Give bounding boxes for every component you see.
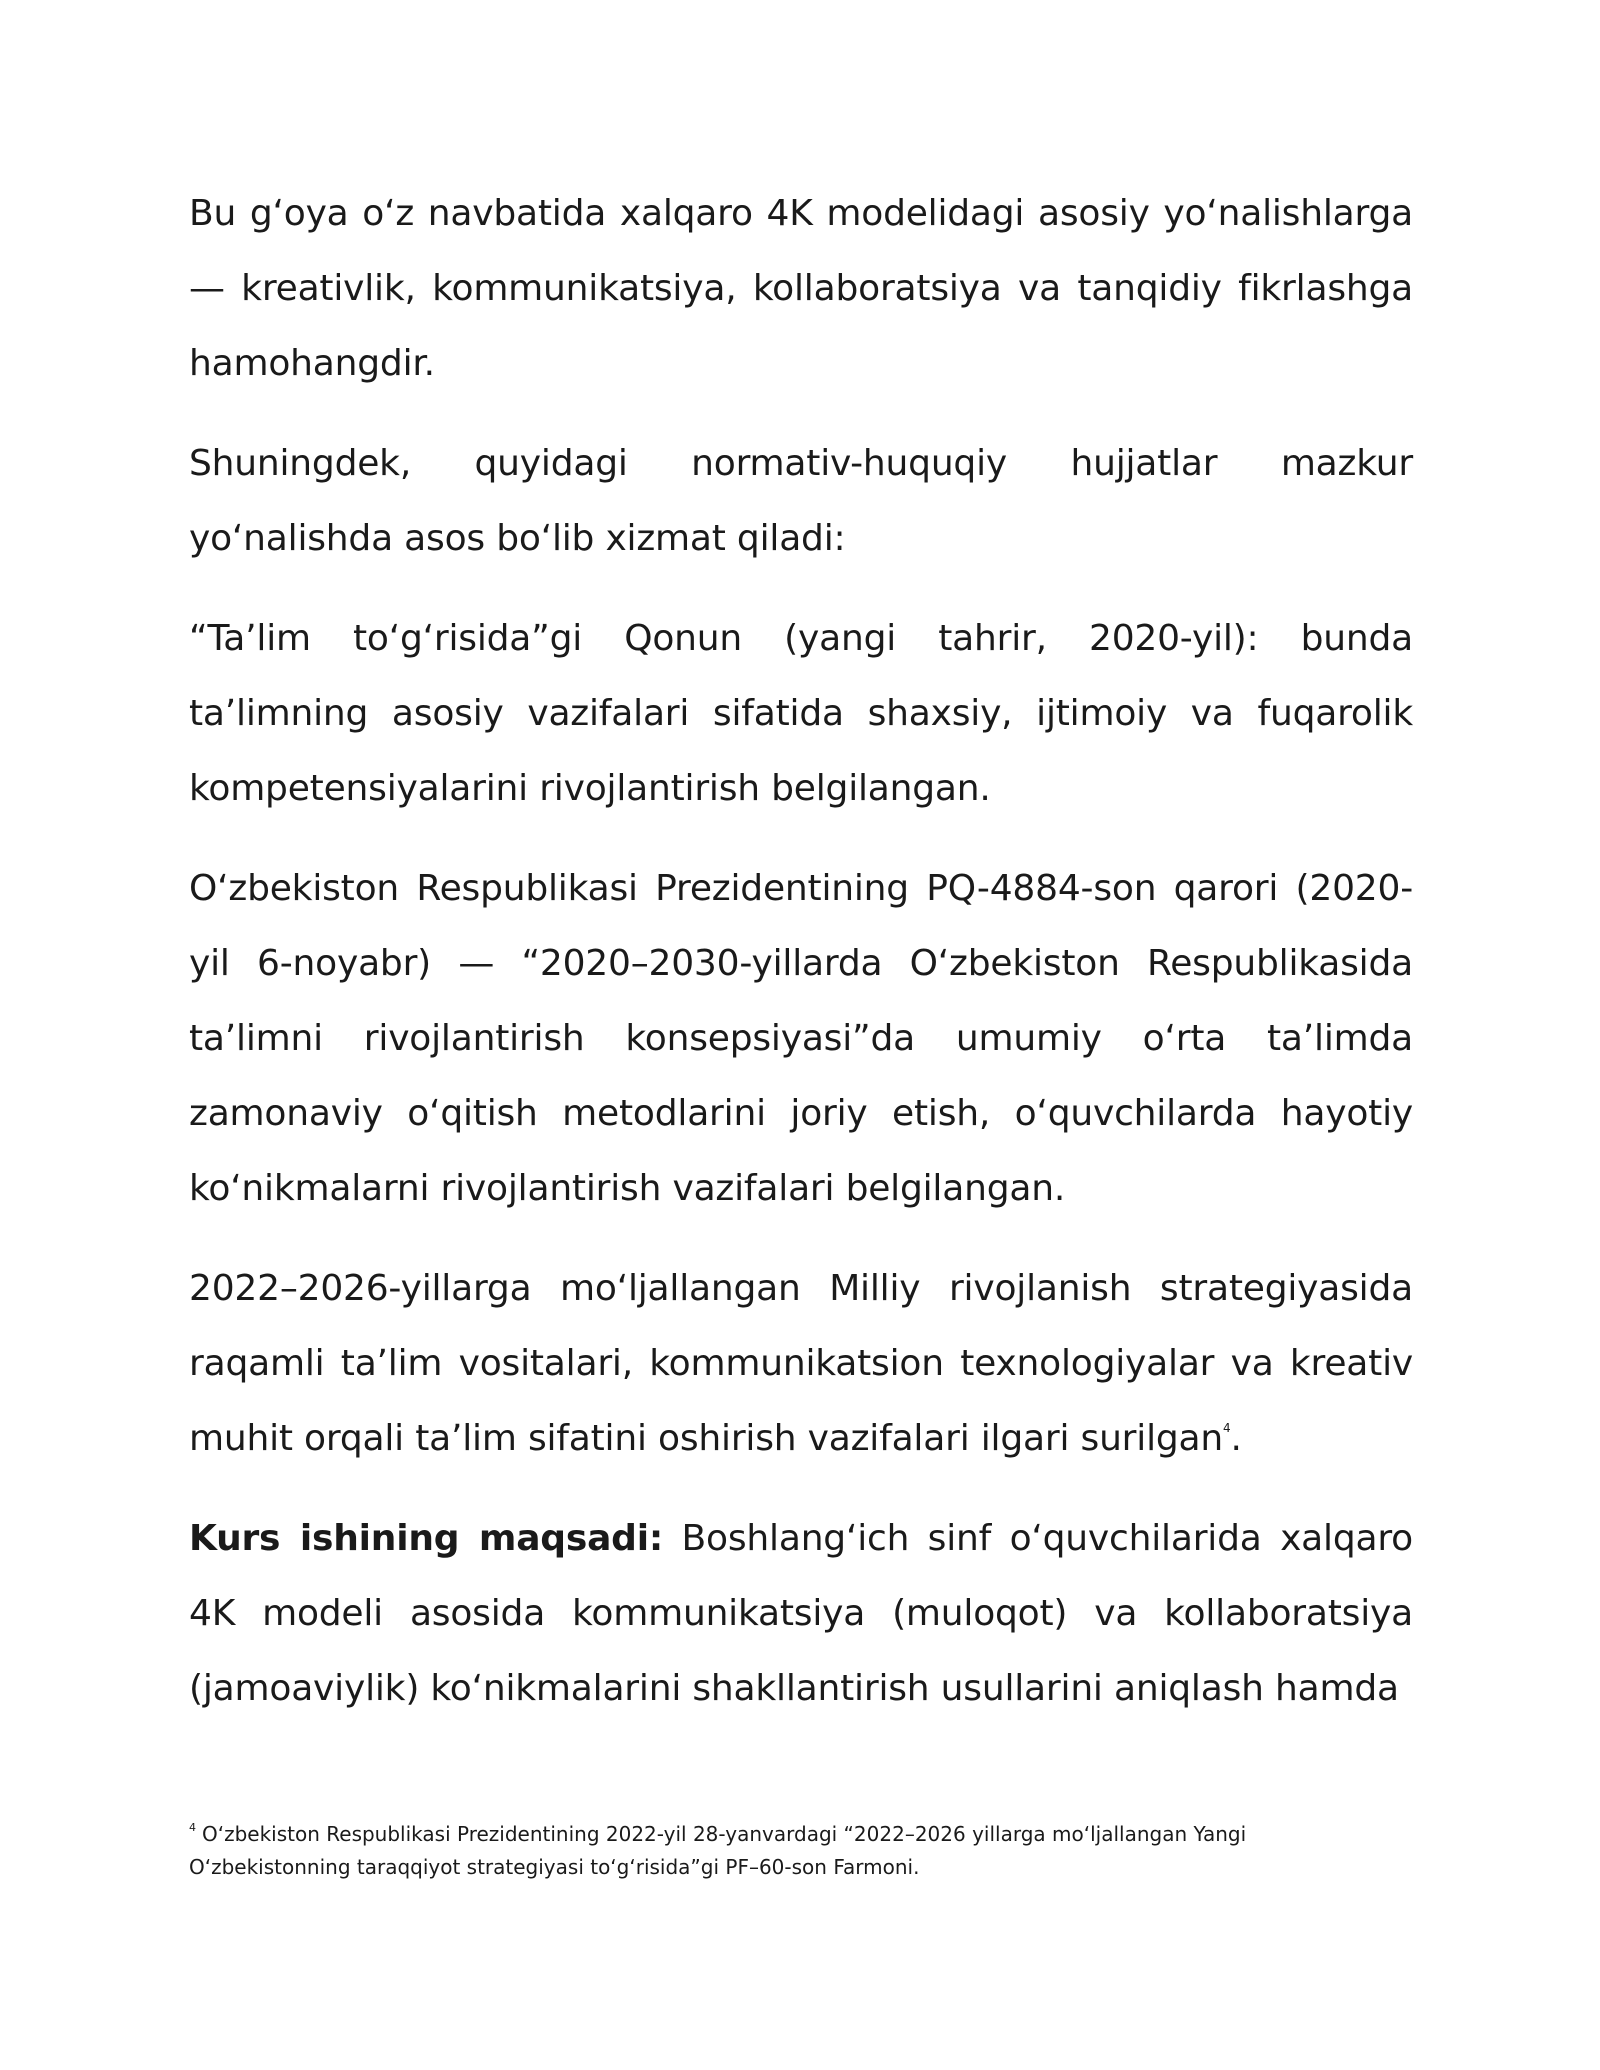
- paragraph-course-goal: [189, 1501, 1413, 1726]
- body-text: [189, 176, 1413, 1751]
- strategy-text: 2022–2026-yillarga mo‘ljallangan Milliy rivojlanish strategiyasida raqamli ta’lim vositalari, kommunikatsion texnologiyalar va kreativ muhit orqali ta’lim sifatini oshirish vazifalari ilgari surilgan: [189, 1268, 1413, 1459]
- paragraph-presidential-decree: O‘zbekiston Respublikasi Prezidentining PQ-4884-son qarori (2020-yil 6-noyabr) — “2020–2030-yillarda O‘zbekiston Respublikasida ta’limni rivojlantirish konsepsiyasi”da umumiy o‘rta ta’limda zamonaviy o‘qitish metodlarini joriy etish, o‘quvchilarda hayotiy ko‘nikmalarni rivojlantirish vazifalari belgilangan.: [189, 868, 1413, 1209]
- paragraph-education-law: “Ta’lim to‘g‘risida”gi Qonun (yangi tahrir, 2020-yil): bunda ta’limning asosiy vazifalari sifatida shaxsiy, ijtimoiy va fuqarolik kompetensiyalarini rivojlantirish belgilangan.: [189, 618, 1413, 809]
- course-goal-text: Boshlang‘ich sinf o‘quvchilarida xalqaro 4K modeli asosida kommunikatsiya (muloqot) va kollaboratsiya (jamoaviylik) ko‘nikmalarini shakllantirish usullarini aniqlash hamda: [189, 1518, 1413, 1709]
- footnote-reference[interactable]: 4: [1223, 1421, 1231, 1435]
- footnote-text: O‘zbekiston Respublikasi Prezidentining 2022-yil 28-yanvardagi “2022–2026 yillarga mo‘ljallangan Yangi O‘zbekistonning taraqqiyot strategiyasi to‘g‘risida”gi PF–60-son Farmoni.: [189, 1822, 1247, 1879]
- paragraph-development-strategy: [189, 1251, 1413, 1476]
- paragraph-4k-model: Bu g‘oya o‘z navbatida xalqaro 4K modelidagi asosiy yo‘nalishlarga — kreativlik, kommunikatsiya, kollaboratsiya va tanqidiy fikrlashga hamohangdir.: [189, 193, 1413, 384]
- strategy-text-end: .: [1230, 1418, 1242, 1459]
- paragraph-normative-documents: Shuningdek, quyidagi normativ-huquqiy hujjatlar mazkur yo‘nalishda asos bo‘lib xizmat qiladi:: [189, 443, 1413, 559]
- footnote-marker: 4: [189, 1821, 196, 1834]
- course-goal-label: Kurs ishining maqsadi:: [189, 1518, 664, 1559]
- footnote: [189, 1818, 1413, 1884]
